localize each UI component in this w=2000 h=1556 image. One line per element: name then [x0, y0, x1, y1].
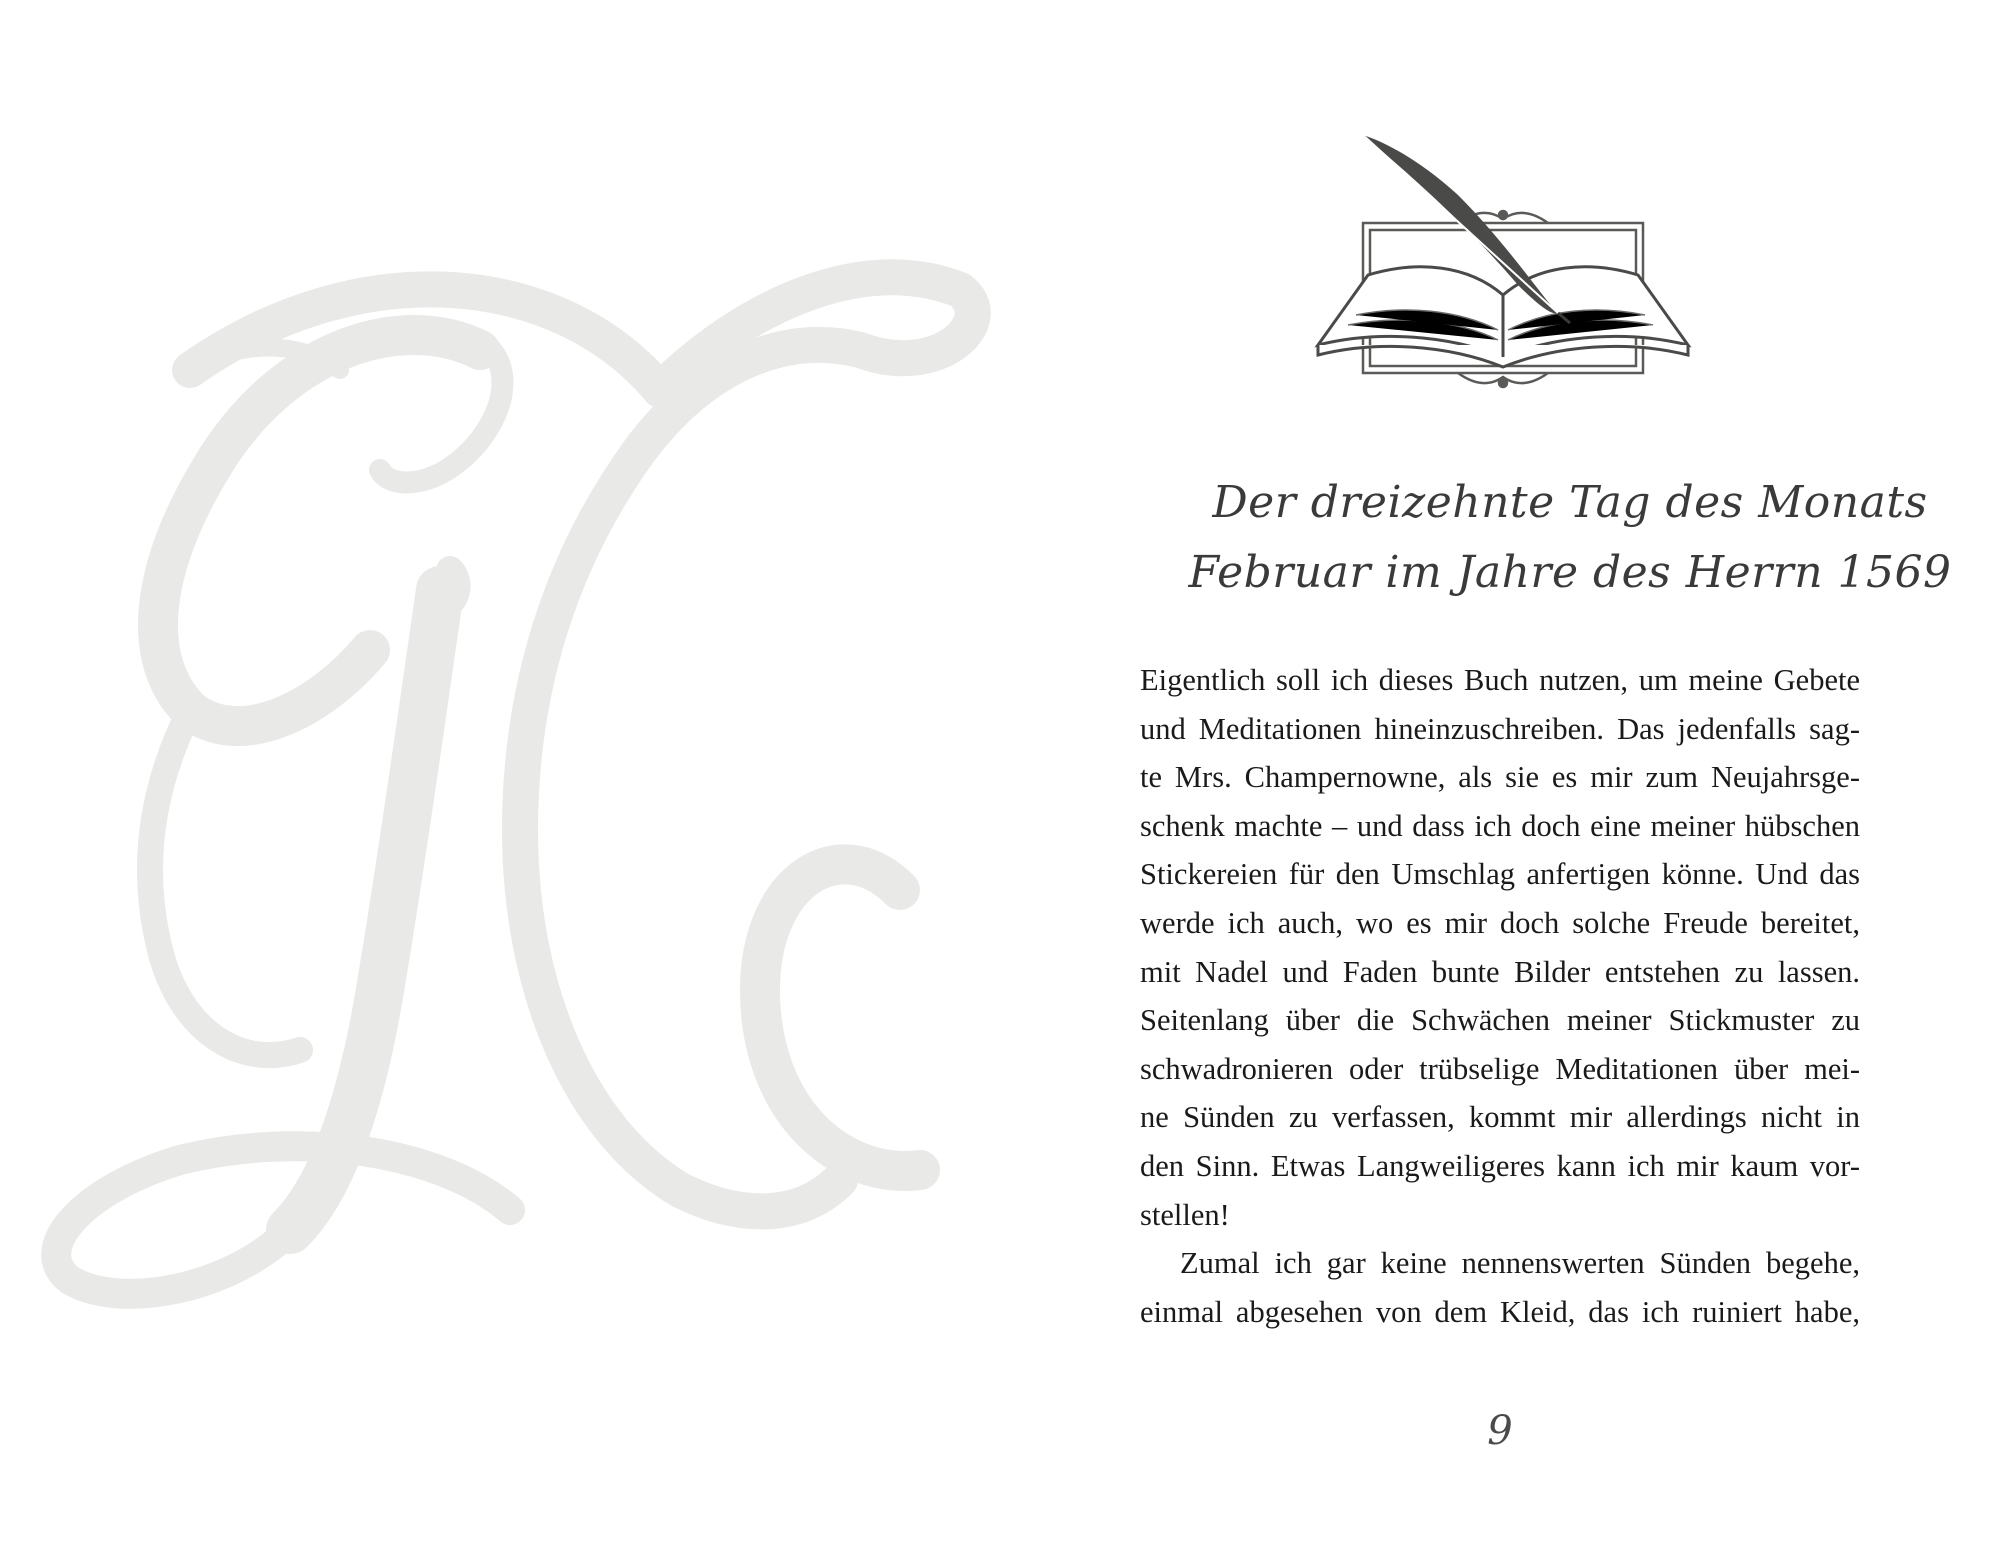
chapter-title-line: Februar im Jahre des Herrn 1569	[1188, 547, 1952, 598]
body-line: werde ich auch, wo es mir doch solche Freude bereitet,	[1140, 905, 1860, 940]
body-line: schwadronieren oder trübselige Meditationen über mei-	[1140, 1051, 1860, 1086]
right-page	[1140, 0, 2000, 1556]
monogram-gc-ornament	[40, 230, 1160, 1410]
body-line: Zumal ich gar keine nennenswerten Sünden begehe,	[1180, 1246, 1860, 1281]
page-number: 9	[1487, 1408, 1513, 1454]
body-line: und Meditationen hineinzuschreiben. Das jedenfalls sag-	[1140, 711, 1860, 746]
body-line: einmal abgesehen von dem Kleid, das ich ruiniert habe,	[1140, 1294, 1860, 1329]
body-line: schenk machte – und dass ich doch eine meiner hübschen	[1140, 808, 1860, 843]
body-line: Eigentlich soll ich dieses Buch nutzen, um meine Gebete	[1140, 663, 1860, 697]
body-line: mit Nadel und Faden bunte Bilder entstehen zu lassen.	[1140, 954, 1860, 989]
body-line: te Mrs. Champernowne, als sie es mir zum Neujahrsge-	[1140, 760, 1860, 795]
body-line: den Sinn. Etwas Langweiligeres kann ich mir kaum vor-	[1140, 1148, 1860, 1183]
chapter-title	[1140, 468, 2000, 608]
body-text	[1140, 656, 1860, 1336]
book-quill-icon	[1308, 135, 1698, 405]
chapter-title-line: Der dreizehnte Tag des Monats	[1212, 477, 1928, 528]
body-line: ne Sünden zu verfassen, kommt mir allerdings nicht in	[1140, 1100, 1860, 1135]
body-line: Seitenlang über die Schwächen meiner Stickmuster zu	[1140, 1003, 1860, 1038]
body-line: Stickereien für den Umschlag anfertigen könne. Und das	[1140, 857, 1860, 892]
body-line: stellen!	[1140, 1197, 1230, 1232]
